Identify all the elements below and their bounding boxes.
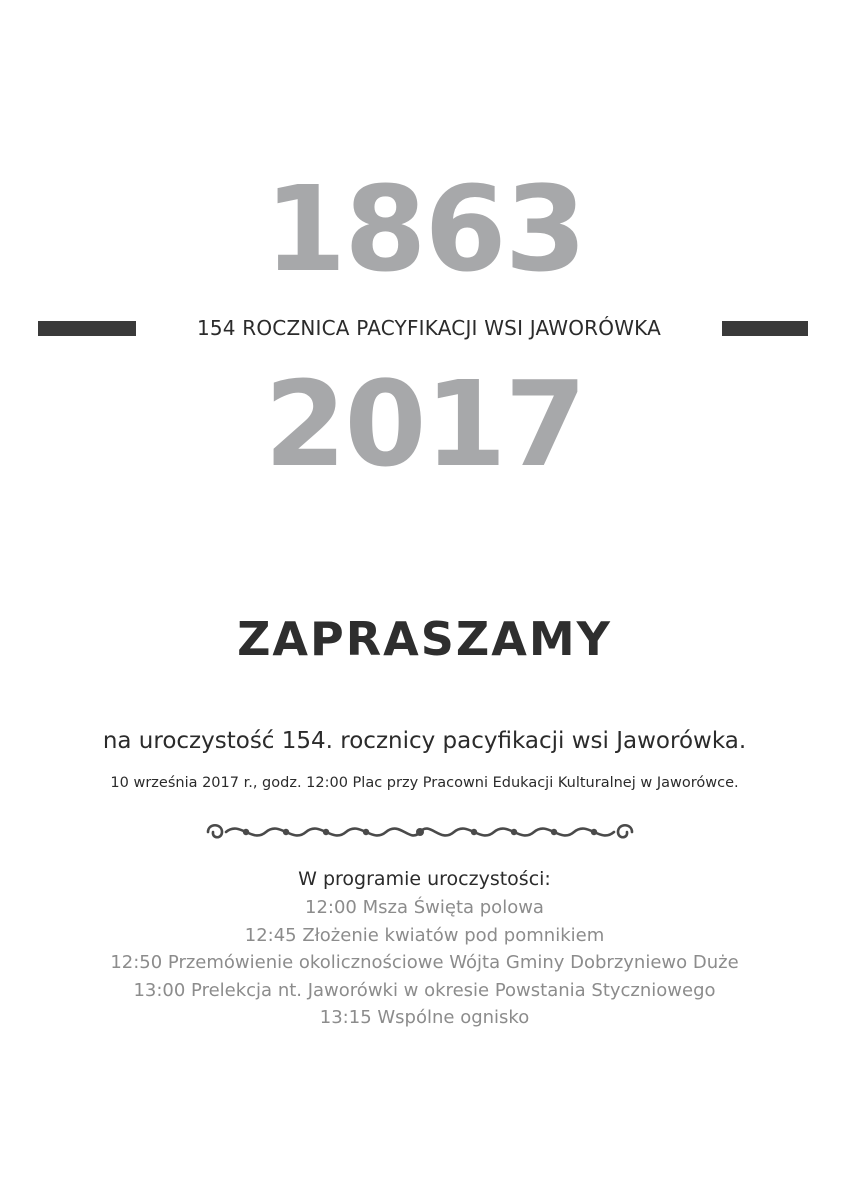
invitation-lead: na uroczystość 154. rocznicy pacyfikacji wsi Jaworówka.: [102, 728, 747, 754]
program-title: W programie uroczystości:: [298, 868, 551, 890]
banner-bar-left: [38, 321, 136, 336]
banner-text: 154 ROCZNICA PACYFIKACJI WSI JAWORÓWKA: [196, 316, 662, 340]
program-item: 13:15 Wspólne ognisko: [319, 1007, 530, 1028]
flourish-divider-icon: [200, 817, 640, 847]
program-item: 13:00 Prelekcja nt. Jaworówki w okresie Powstania Styczniowego: [133, 979, 716, 1001]
anniversary-banner: [38, 314, 808, 342]
banner-bar-right: [722, 321, 808, 336]
program-item: 12:50 Przemówienie okolicznościowe Wójta Gminy Dobrzyniewo Duże: [110, 952, 739, 973]
invitation-heading: ZAPRASZAMY: [237, 612, 612, 666]
program-item: 12:45 Złożenie kwiatów pod pomnikiem: [244, 924, 605, 946]
program-list: [0, 894, 849, 1032]
year-start: 1863: [264, 160, 585, 298]
date-place: 10 września 2017 r., godz. 12:00 Plac przy Pracowni Edukacji Kulturalnej w Jaworówce.: [110, 775, 739, 791]
year-end: 2017: [264, 355, 585, 493]
program-item: 12:00 Msza Święta polowa: [305, 897, 544, 918]
